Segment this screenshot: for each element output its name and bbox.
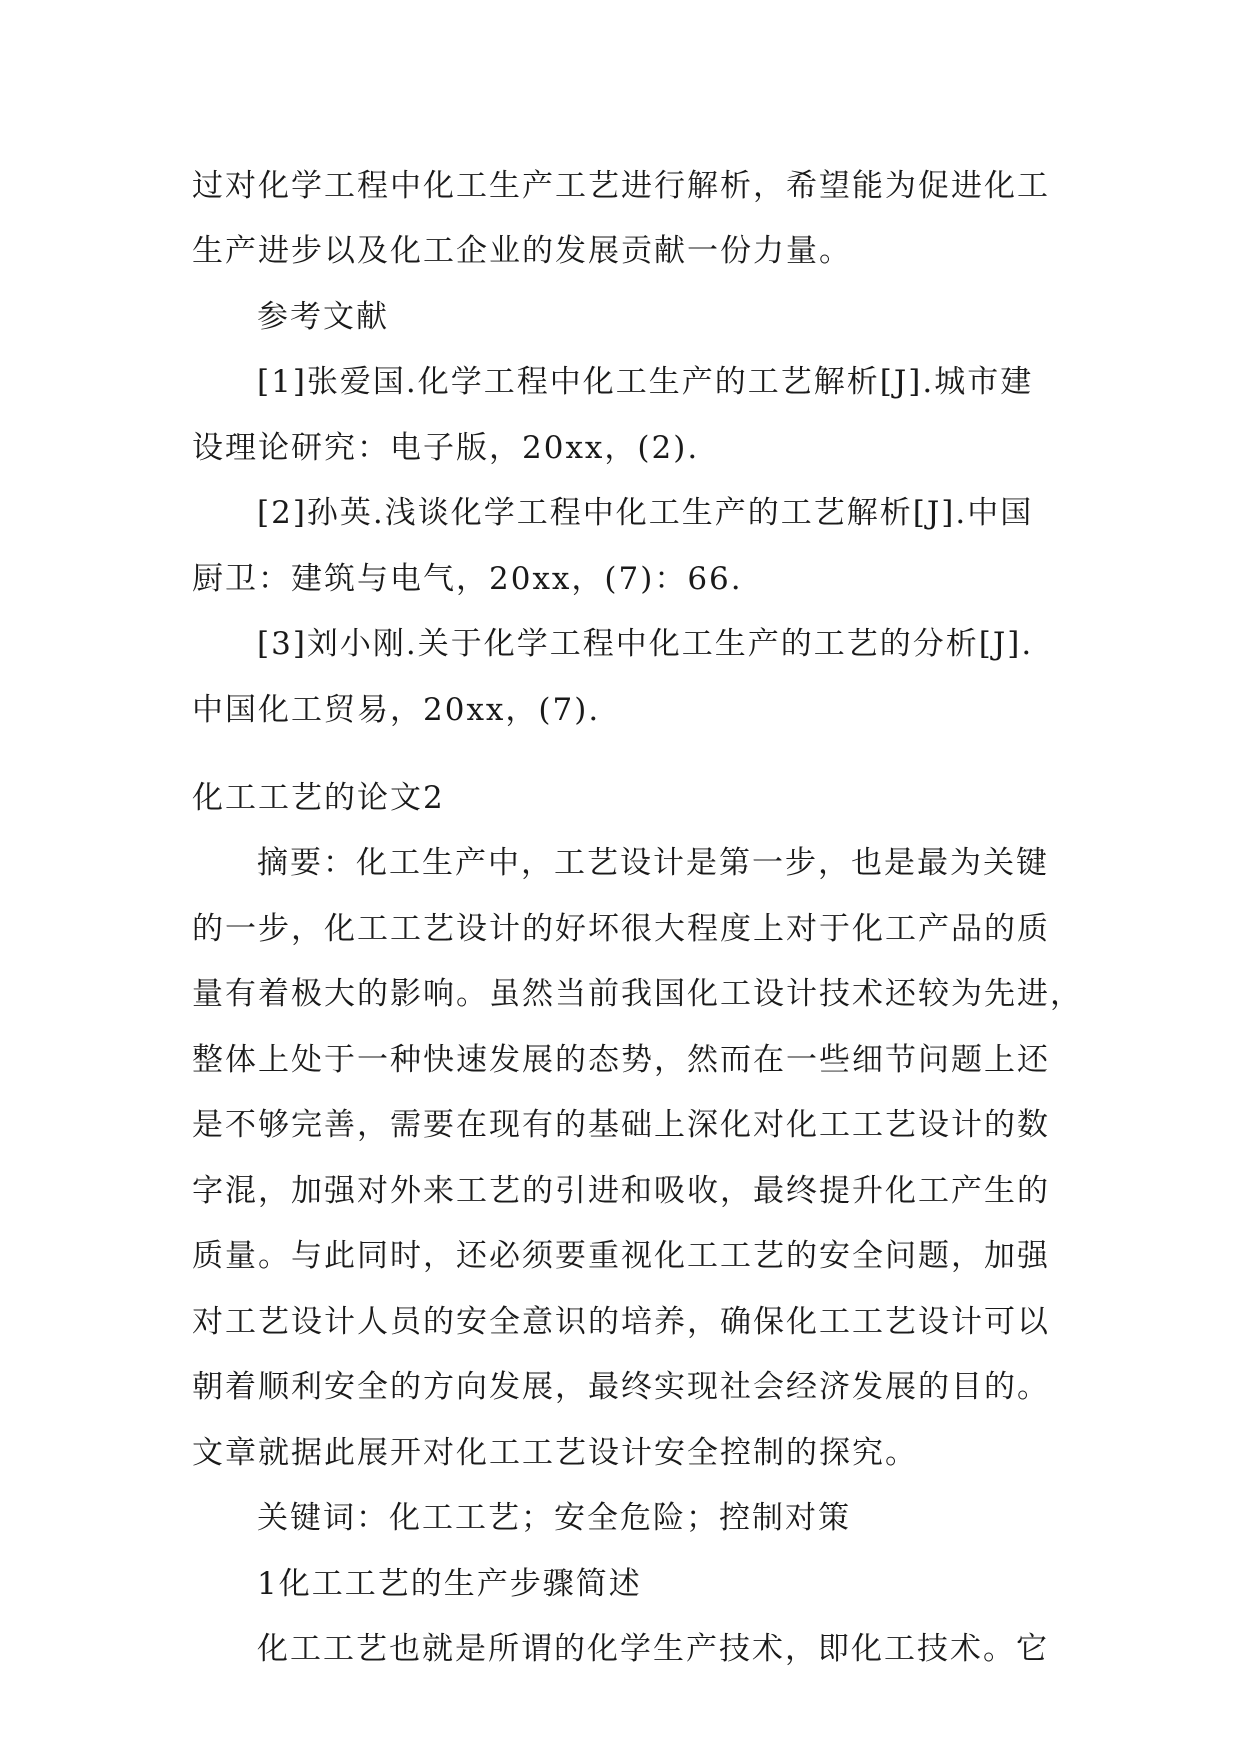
abstract-line: 整体上处于一种快速发展的态势，然而在一些细节问题上还 [192, 1042, 1050, 1078]
abstract-line: 的一步，化工工艺设计的好坏很大程度上对于化工产品的质 [192, 911, 1050, 947]
abstract-line: 摘要：化工生产中，工艺设计是第一步，也是最为关键 [257, 845, 1049, 881]
abstract-line: 是不够完善，需要在现有的基础上深化对化工工艺设计的数 [192, 1107, 1050, 1143]
abstract-line: 对工艺设计人员的安全意识的培养，确保化工工艺设计可以 [192, 1304, 1050, 1340]
reference-1-line-2: 设理论研究：电子版，20xx，(2). [192, 430, 700, 466]
section-heading: 1化工工艺的生产步骤简述 [257, 1566, 642, 1602]
references-heading: 参考文献 [257, 299, 389, 335]
abstract-line: 朝着顺利安全的方向发展，最终实现社会经济发展的目的。 [192, 1369, 1050, 1405]
reference-3-line-1: [3]刘小刚.关于化学工程中化工生产的工艺的分析[J]. [257, 626, 1034, 662]
reference-2-line-1: [2]孙英.浅谈化学工程中化工生产的工艺解析[J].中国 [257, 495, 1034, 531]
reference-1-line-1: [1]张爱国.化学工程中化工生产的工艺解析[J].城市建 [257, 364, 1034, 400]
paper-title: 化工工艺的论文2 [192, 780, 445, 816]
body-text-line: 过对化学工程中化工生产工艺进行解析，希望能为促进化工 [192, 168, 1050, 204]
reference-2-line-2: 厨卫：建筑与电气，20xx，(7)：66. [192, 561, 743, 597]
body-text-line: 生产进步以及化工企业的发展贡献一份力量。 [192, 233, 852, 269]
reference-3-line-2: 中国化工贸易，20xx，(7). [192, 692, 601, 728]
keywords-line: 关键词：化工工艺；安全危险；控制对策 [257, 1500, 851, 1536]
abstract-line: 质量。与此同时，还必须要重视化工工艺的安全问题，加强 [192, 1238, 1050, 1274]
body-text-line: 化工工艺也就是所谓的化学生产技术，即化工技术。它 [257, 1631, 1049, 1667]
abstract-line: 文章就据此展开对化工工艺设计安全控制的探究。 [192, 1435, 918, 1471]
abstract-line: 字混，加强对外来工艺的引进和吸收，最终提升化工产生的 [192, 1173, 1050, 1209]
abstract-line: 量有着极大的影响。虽然当前我国化工设计技术还较为先进， [192, 976, 1083, 1012]
